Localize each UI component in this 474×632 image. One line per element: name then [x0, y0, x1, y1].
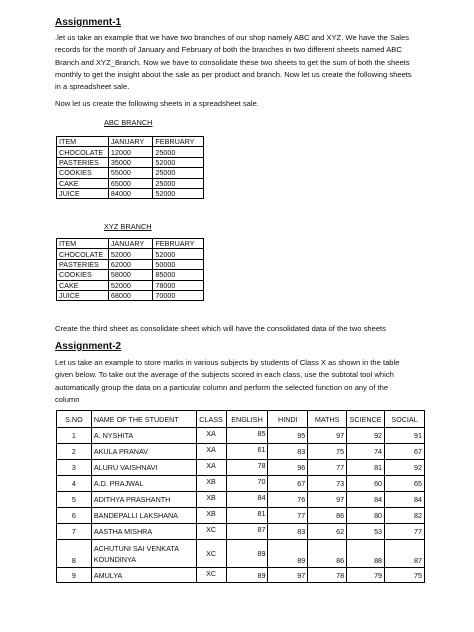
january-cell: 58000 — [108, 270, 153, 280]
maths-cell: 77 — [308, 460, 347, 476]
xyz-branch-table — [56, 238, 204, 301]
hindi-cell: 83 — [268, 444, 308, 460]
maths-cell: 73 — [308, 476, 347, 492]
february-cell: 52000 — [153, 188, 204, 198]
table-row — [57, 280, 204, 290]
assignment-1-heading: Assignment-1 — [55, 17, 122, 28]
class-cell: XC — [196, 568, 226, 583]
header-cell: HINDI — [268, 411, 308, 428]
student-name-cell: A.D. PRAJWAL — [91, 476, 196, 492]
intro-line: in a spreadsheet sale. — [55, 82, 130, 92]
header-cell: MATHS — [308, 411, 347, 428]
social-cell: 82 — [385, 508, 425, 524]
january-cell: 65000 — [108, 178, 153, 188]
header-cell: FEBRUARY — [153, 239, 204, 249]
student-name-cell: A. NYSHITA — [91, 428, 196, 444]
sno-cell: 7 — [57, 524, 92, 540]
maths-cell: 86 — [308, 540, 347, 568]
student-name-cell: AKULA PRANAV — [91, 444, 196, 460]
february-cell: 50000 — [153, 259, 204, 269]
item-cell: CAKE — [57, 178, 109, 188]
science-cell: 88 — [347, 540, 385, 568]
student-name-cell: AASTHA MISHRA — [91, 524, 196, 540]
english-cell: 81 — [226, 508, 268, 524]
hindi-cell: 76 — [268, 492, 308, 508]
header-cell: JANUARY — [108, 137, 153, 147]
intro-line: given below. To take out the average of the subjects scored in each class, use the subtotal tool which — [55, 370, 394, 380]
february-cell: 25000 — [153, 147, 204, 157]
table-row — [57, 188, 204, 198]
social-cell: 84 — [385, 492, 425, 508]
january-cell: 35000 — [108, 157, 153, 167]
january-cell: 52000 — [108, 249, 153, 259]
sno-cell: 3 — [57, 460, 92, 476]
sno-cell: 1 — [57, 428, 92, 444]
table-row — [57, 460, 425, 476]
item-cell: CHOCOLATE — [57, 147, 109, 157]
table-row — [57, 508, 425, 524]
student-name-cell: AMULYA — [91, 568, 196, 583]
sno-cell: 8 — [57, 540, 92, 568]
table-row — [57, 428, 425, 444]
header-cell: SCIENCE — [347, 411, 385, 428]
february-cell: 25000 — [153, 178, 204, 188]
february-cell: 52000 — [153, 249, 204, 259]
header-cell: ITEM — [57, 137, 109, 147]
january-cell: 52000 — [108, 280, 153, 290]
item-cell: COOKIES — [57, 168, 109, 178]
maths-cell: 78 — [308, 568, 347, 583]
science-cell: 92 — [347, 428, 385, 444]
table-row — [57, 270, 204, 280]
intro-line: .let us take an example that we have two branches of our shop namely ABC and XYZ. We have the Sales — [55, 33, 410, 42]
student-name-cell: BANDEPALLI LAKSHANA — [91, 508, 196, 524]
hindi-cell: 97 — [268, 568, 308, 583]
class-cell: XA — [196, 444, 226, 460]
maths-cell: 86 — [308, 508, 347, 524]
student-marks-table — [56, 410, 425, 583]
social-cell: 67 — [385, 444, 425, 460]
hindi-cell: 96 — [268, 460, 308, 476]
table-header-row — [57, 411, 425, 428]
class-cell: XA — [196, 460, 226, 476]
abc-branch-table — [56, 136, 204, 199]
class-cell: XA — [196, 428, 226, 444]
january-cell: 68000 — [108, 290, 153, 300]
intro-line: column — [55, 394, 80, 404]
table-header-row — [57, 137, 204, 147]
header-cell: S.NO — [57, 411, 92, 428]
intro-line: Branch and XYZ_Branch. Now we have to consolidate these two sheets to get the sum of both the sheets — [55, 57, 410, 67]
february-cell: 78000 — [153, 280, 204, 290]
intro-line: Let us take an example to store marks in various subjects by students of Class X as shown in the table — [55, 358, 400, 367]
item-cell: COOKIES — [57, 270, 109, 280]
class-cell: XC — [196, 524, 226, 540]
student-name-cell: ACHUTUNI SAI VENKATA KOUNDINYA — [91, 540, 196, 568]
science-cell: 74 — [347, 444, 385, 460]
item-cell: JUICE — [57, 290, 109, 300]
maths-cell: 97 — [308, 492, 347, 508]
sno-cell: 9 — [57, 568, 92, 583]
hindi-cell: 77 — [268, 508, 308, 524]
table-row — [57, 147, 204, 157]
intro-line: records for the month of January and February of both the branches in two different sheets named ABC — [55, 45, 402, 55]
science-cell: 79 — [347, 568, 385, 583]
item-cell: CHOCOLATE — [57, 249, 109, 259]
abc-branch-caption: ABC BRANCH — [104, 118, 153, 127]
february-cell: 85000 — [153, 270, 204, 280]
english-cell: 70 — [226, 476, 268, 492]
social-cell: 75 — [385, 568, 425, 583]
english-cell: 61 — [226, 444, 268, 460]
english-cell: 89 — [226, 568, 268, 583]
class-cell: XB — [196, 476, 226, 492]
table-row — [57, 178, 204, 188]
item-cell: CAKE — [57, 280, 109, 290]
table-row — [57, 444, 425, 460]
assignment-2-intro — [55, 357, 425, 406]
maths-cell: 62 — [308, 524, 347, 540]
science-cell: 84 — [347, 492, 385, 508]
table-row — [57, 524, 425, 540]
january-cell: 12000 — [108, 147, 153, 157]
science-cell: 53 — [347, 524, 385, 540]
english-cell: 85 — [226, 428, 268, 444]
table-row — [57, 540, 425, 568]
table-row — [57, 476, 425, 492]
science-cell: 80 — [347, 508, 385, 524]
assignment-2-heading: Assignment-2 — [55, 341, 122, 352]
assignment-1-intro — [55, 32, 425, 93]
class-cell: XB — [196, 492, 226, 508]
header-cell: NAME OF THE STUDENT — [91, 411, 196, 428]
intro-line: automatically group the data on a particular column and perform the selected function on any of the — [55, 382, 389, 392]
january-cell: 62000 — [108, 259, 153, 269]
class-cell: XB — [196, 508, 226, 524]
science-cell: 60 — [347, 476, 385, 492]
sno-cell: 6 — [57, 508, 92, 524]
sno-cell: 2 — [57, 444, 92, 460]
social-cell: 92 — [385, 460, 425, 476]
header-cell: SOCIAL — [385, 411, 425, 428]
table-row — [57, 249, 204, 259]
table-row — [57, 568, 425, 583]
february-cell: 52000 — [153, 157, 204, 167]
maths-cell: 75 — [308, 444, 347, 460]
sheets-instruction: Now let us create the following sheets in a spreadsheet sale. — [55, 99, 259, 108]
february-cell: 70000 — [153, 290, 204, 300]
hindi-cell: 95 — [268, 428, 308, 444]
sno-cell: 4 — [57, 476, 92, 492]
hindi-cell: 83 — [268, 524, 308, 540]
english-cell: 89 — [226, 540, 268, 568]
social-cell: 87 — [385, 540, 425, 568]
maths-cell: 97 — [308, 428, 347, 444]
social-cell: 77 — [385, 524, 425, 540]
consolidate-instruction: Create the third sheet as consolidate sheet which will have the consolidated data of the two sheets — [55, 324, 386, 333]
xyz-branch-caption: XYZ BRANCH — [104, 222, 152, 231]
header-cell: ENGLISH — [226, 411, 268, 428]
student-name-cell: ADITHYA PRASHANTH — [91, 492, 196, 508]
table-row — [57, 492, 425, 508]
social-cell: 91 — [385, 428, 425, 444]
header-cell: CLASS — [196, 411, 226, 428]
science-cell: 81 — [347, 460, 385, 476]
header-cell: JANUARY — [108, 239, 153, 249]
january-cell: 84000 — [108, 188, 153, 198]
table-row — [57, 157, 204, 167]
english-cell: 78 — [226, 460, 268, 476]
item-cell: PASTERIES — [57, 259, 109, 269]
social-cell: 65 — [385, 476, 425, 492]
item-cell: PASTERIES — [57, 157, 109, 167]
english-cell: 84 — [226, 492, 268, 508]
table-row — [57, 290, 204, 300]
january-cell: 55000 — [108, 168, 153, 178]
header-cell: ITEM — [57, 239, 109, 249]
hindi-cell: 89 — [268, 540, 308, 568]
sno-cell: 5 — [57, 492, 92, 508]
table-row — [57, 259, 204, 269]
student-name-cell: ALURU VAISHNAVI — [91, 460, 196, 476]
class-cell: XC — [196, 540, 226, 568]
intro-line: monthly to get the insight about the sale as per product and branch. Now let us create the following sheets — [55, 69, 412, 79]
english-cell: 87 — [226, 524, 268, 540]
header-cell: FEBRUARY — [153, 137, 204, 147]
table-row — [57, 168, 204, 178]
item-cell: JUICE — [57, 188, 109, 198]
hindi-cell: 67 — [268, 476, 308, 492]
table-header-row — [57, 239, 204, 249]
february-cell: 25000 — [153, 168, 204, 178]
